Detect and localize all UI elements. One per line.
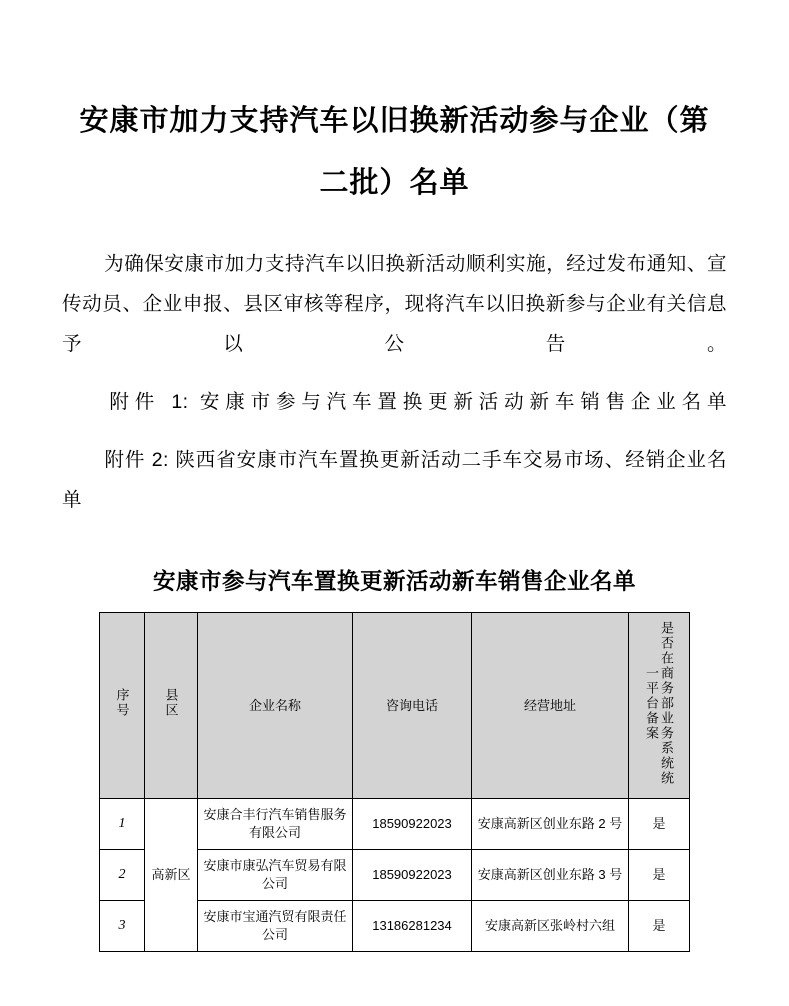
cell-flag: 是 <box>629 799 690 850</box>
paragraph-attachment-2-text: 附件 2: 陕西省安康市汽车置换更新活动二手车交易市场、经销企业名单 <box>62 449 727 511</box>
cell-address: 安康高新区张岭村六组 <box>472 901 629 952</box>
column-header-flag-label: 是否在商务部业务系统统一平台备案 <box>644 620 674 786</box>
column-header-no <box>100 613 145 799</box>
column-header-name: 企业名称 <box>198 613 353 799</box>
cell-no: 1 <box>100 799 145 850</box>
column-header-region-label: 县区 <box>163 688 179 718</box>
table-row <box>100 799 690 850</box>
paragraph-intro <box>62 244 727 364</box>
column-header-no-label: 序号 <box>114 688 130 718</box>
paragraph-attachment-2 <box>62 440 727 520</box>
page-title: 安康市加力支持汽车以旧换新活动参与企业（第二批）名单 <box>79 105 710 199</box>
cell-region-label: 高新区 <box>151 867 191 882</box>
cell-name: 安康市宝通汽贸有限责任公司 <box>198 901 353 952</box>
column-header-address: 经营地址 <box>472 613 629 799</box>
enterprise-table <box>99 612 690 952</box>
cell-region <box>145 799 198 952</box>
cell-address: 安康高新区创业东路 2 号 <box>472 799 629 850</box>
table-header <box>100 613 690 799</box>
cell-name: 安康市康弘汽车贸易有限公司 <box>198 850 353 901</box>
table-body <box>100 799 690 952</box>
paragraph-attachment-1 <box>62 382 727 422</box>
paragraph-intro-text: 为确保安康市加力支持汽车以旧换新活动顺利实施，经过发布通知、宣传动员、企业申报、县区审核等程序，现将汽车以旧换新参与企业有关信息予以公告。 <box>62 253 727 355</box>
paragraph-attachment-1-text: 附件 1: 安康市参与汽车置换更新活动新车销售企业名单 <box>104 391 727 413</box>
cell-phone: 13186281234 <box>353 901 472 952</box>
table-header-row <box>100 613 690 799</box>
cell-address: 安康高新区创业东路 3 号 <box>472 850 629 901</box>
cell-name: 安康合丰行汽车销售服务有限公司 <box>198 799 353 850</box>
cell-no: 3 <box>100 901 145 952</box>
cell-no: 2 <box>100 850 145 901</box>
cell-phone: 18590922023 <box>353 850 472 901</box>
cell-phone: 18590922023 <box>353 799 472 850</box>
column-header-region <box>145 613 198 799</box>
table-title: 安康市参与汽车置换更新活动新车销售企业名单 <box>152 569 636 594</box>
cell-flag: 是 <box>629 901 690 952</box>
column-header-flag <box>629 613 690 799</box>
cell-flag: 是 <box>629 850 690 901</box>
column-header-phone: 咨询电话 <box>353 613 472 799</box>
